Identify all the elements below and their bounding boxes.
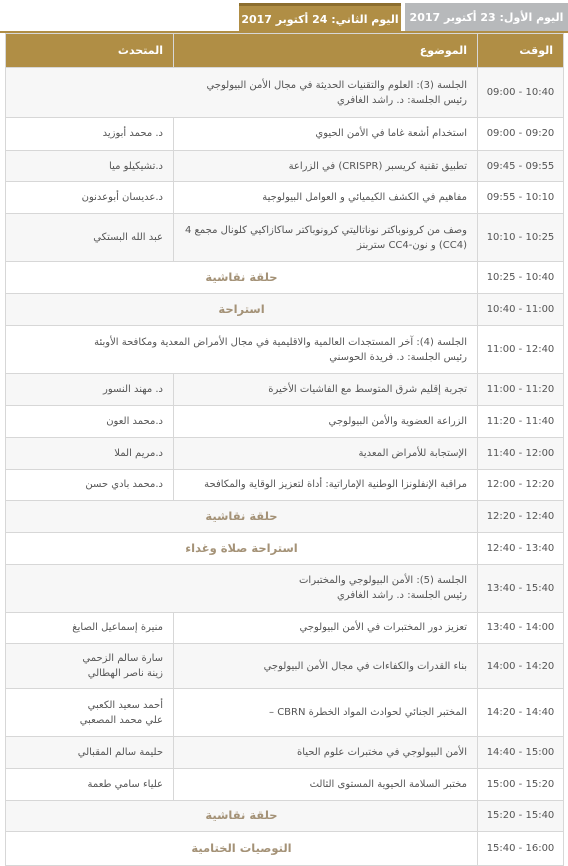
speaker-cell xyxy=(6,689,174,737)
time-cell: 11:20 - 11:40 xyxy=(478,406,564,438)
schedule-row xyxy=(6,214,564,262)
topic-text: المختبر الجنائي لحوادث المواد الخطرة CBRN – xyxy=(269,707,467,719)
schedule-row xyxy=(6,262,564,294)
schedule-row xyxy=(6,68,564,118)
schedule-row xyxy=(6,501,564,533)
speaker-cell xyxy=(6,437,174,469)
time-cell: 14:00 - 14:20 xyxy=(478,644,564,689)
topic-text: مختبر السلامة الحيوية المستوى الثالث xyxy=(309,778,467,790)
topic-cell xyxy=(174,437,478,469)
schedule-row xyxy=(6,182,564,214)
topic-text: مراقبة الإنفلونزا الوطنية الإماراتية: أداة لتعزيز الوقاية والمكافحة xyxy=(204,479,467,491)
topic-text-line2: (CC4) و نون-CC4 ستربنز xyxy=(357,239,467,251)
topic-cell xyxy=(174,182,478,214)
speaker-name: د. محمد أبوزيد xyxy=(102,128,163,140)
schedule-table xyxy=(5,33,564,866)
topic-cell xyxy=(174,612,478,644)
schedule-row xyxy=(6,532,564,564)
topic-cell xyxy=(174,469,478,501)
topic-text: الأمن البيولوجي في مختبرات علوم الحياة xyxy=(297,747,467,758)
speaker-name-2: زينة ناصر الهطالي xyxy=(87,668,163,680)
topic-cell xyxy=(174,768,478,800)
speaker-name: حليمة سالم المقبالي xyxy=(77,747,163,758)
speaker-name: د. مهند النسور xyxy=(103,384,163,396)
tab-day-1[interactable]: اليوم الأول: 23 أكتوبر 2017 xyxy=(405,3,568,33)
session-cell xyxy=(6,68,478,118)
header-speaker: المتحدث xyxy=(6,34,174,68)
session-cell xyxy=(6,564,478,612)
speaker-name: سارة سالم الزحمي xyxy=(82,653,163,665)
speaker-cell xyxy=(6,214,174,262)
time-cell: 13:40 - 14:00 xyxy=(478,612,564,644)
time-cell: 09:45 - 09:55 xyxy=(478,150,564,182)
schedule-row xyxy=(6,437,564,469)
schedule-row xyxy=(6,406,564,438)
schedule-rows xyxy=(6,68,564,866)
break-label: حلقة نقاشية xyxy=(6,262,478,294)
time-cell: 11:40 - 12:00 xyxy=(478,437,564,469)
schedule-row xyxy=(6,689,564,737)
session-chair: رئيس الجلسة: د. فريدة الحوسني xyxy=(329,351,467,363)
speaker-cell xyxy=(6,768,174,800)
time-cell: 15:00 - 15:20 xyxy=(478,768,564,800)
topic-text: الإستجابة للأمراض المعدية xyxy=(358,447,467,459)
header-topic: الموضوع xyxy=(174,34,478,68)
time-cell: 12:40 - 13:40 xyxy=(478,532,564,564)
schedule-row xyxy=(6,293,564,326)
speaker-name: د.تشيكيلو ميا xyxy=(109,160,163,172)
speaker-name: منيرة إسماعيل الصايغ xyxy=(72,622,163,634)
break-label: التوصيات الختامية xyxy=(6,832,478,866)
session-title: الجلسة (4): آخر المستجدات العالمية والاقليمية في مجال الأمراض المعدية ومكافحة الأوبئة xyxy=(94,336,467,348)
speaker-cell xyxy=(6,737,174,769)
schedule-row xyxy=(6,150,564,182)
speaker-name-2: علي محمد المصعبي xyxy=(79,714,163,726)
time-cell: 15:40 - 16:00 xyxy=(478,832,564,866)
time-cell: 13:40 - 15:40 xyxy=(478,564,564,612)
break-label: استراحة صلاة وغداء xyxy=(6,532,478,564)
time-cell: 11:00 - 11:20 xyxy=(478,374,564,406)
break-label: حلقة نقاشية xyxy=(6,800,478,832)
topic-cell xyxy=(174,406,478,438)
speaker-cell xyxy=(6,612,174,644)
speaker-name: د.عديسان أبوعدنون xyxy=(81,192,163,204)
topic-cell xyxy=(174,689,478,737)
topic-text: مفاهيم في الكشف الكيميائي و العوامل البيولوجية xyxy=(262,192,467,204)
time-cell: 10:10 - 10:25 xyxy=(478,214,564,262)
speaker-name: علياء سامي طعمة xyxy=(87,778,163,790)
schedule-row xyxy=(6,737,564,769)
schedule-row xyxy=(6,768,564,800)
schedule-row xyxy=(6,469,564,501)
speaker-name: د.محمد العون xyxy=(106,415,163,427)
time-cell: 14:40 - 15:00 xyxy=(478,737,564,769)
topic-cell xyxy=(174,150,478,182)
schedule-row xyxy=(6,374,564,406)
time-cell: 10:25 - 10:40 xyxy=(478,262,564,294)
time-cell: 11:00 - 12:40 xyxy=(478,326,564,374)
topic-cell xyxy=(174,214,478,262)
speaker-cell xyxy=(6,182,174,214)
schedule-row xyxy=(6,326,564,374)
speaker-name: أحمد سعيد الكعبي xyxy=(87,699,163,711)
topic-cell xyxy=(174,374,478,406)
schedule-row xyxy=(6,832,564,866)
time-cell: 12:20 - 12:40 xyxy=(478,501,564,533)
session-cell xyxy=(6,326,478,374)
topic-text: وصف من كرونوباكتر نوناتاليتي كرونوباكتر ساكازاكيي كلونال مجمع 4 xyxy=(184,224,467,236)
time-cell: 10:40 - 11:00 xyxy=(478,293,564,326)
speaker-cell xyxy=(6,406,174,438)
schedule-row xyxy=(6,612,564,644)
schedule-row xyxy=(6,644,564,689)
break-label: استراحة xyxy=(6,293,478,326)
session-chair: رئيس الجلسة: د. راشد الغافري xyxy=(336,590,467,602)
topic-text: استخدام أشعة غاما في الأمن الحيوي xyxy=(315,128,467,140)
break-label: حلقة نقاشية xyxy=(6,501,478,533)
speaker-name: عبد الله البستكي xyxy=(93,232,163,244)
day-tabs xyxy=(0,0,568,33)
time-cell: 15:20 - 15:40 xyxy=(478,800,564,832)
tab-day-2[interactable]: اليوم الثاني: 24 أكتوبر 2017 xyxy=(239,3,401,33)
topic-text: تعزيز دور المختبرات في الأمن البيولوجي xyxy=(299,622,467,634)
time-cell: 12:00 - 12:20 xyxy=(478,469,564,501)
speaker-cell xyxy=(6,644,174,689)
speaker-cell xyxy=(6,469,174,501)
speaker-cell xyxy=(6,374,174,406)
topic-cell xyxy=(174,118,478,151)
speaker-name: د.مريم الملا xyxy=(114,447,163,459)
schedule-row xyxy=(6,564,564,612)
speaker-name: د.محمد بادي حسن xyxy=(85,479,163,491)
topic-text: تطبيق تقنية كريسبر (CRISPR) في الزراعة xyxy=(288,160,467,172)
header-time: الوقت xyxy=(478,34,564,68)
time-cell: 14:20 - 14:40 xyxy=(478,689,564,737)
topic-text: الزراعة العضوية والأمن البيولوجي xyxy=(328,415,467,427)
session-title: الجلسة (5): الأمن البيولوجي والمختبرات xyxy=(299,575,467,587)
topic-cell xyxy=(174,644,478,689)
session-title: الجلسة (3): العلوم والتقنيات الحديثة في مجال الأمن البيولوجي xyxy=(206,79,467,91)
schedule-row xyxy=(6,800,564,832)
speaker-cell xyxy=(6,118,174,151)
table-header-row xyxy=(6,34,564,68)
time-cell: 09:55 - 10:10 xyxy=(478,182,564,214)
session-chair: رئيس الجلسة: د. راشد الغافري xyxy=(336,94,467,106)
schedule-row xyxy=(6,118,564,151)
topic-text: بناء القدرات والكفاءات في مجال الأمن البيولوجي xyxy=(263,660,467,672)
time-cell: 09:00 - 10:40 xyxy=(478,68,564,118)
speaker-cell xyxy=(6,150,174,182)
topic-text: تجربة إقليم شرق المتوسط مع الفاشيات الأخيرة xyxy=(268,384,467,396)
topic-cell xyxy=(174,737,478,769)
time-cell: 09:00 - 09:20 xyxy=(478,118,564,151)
